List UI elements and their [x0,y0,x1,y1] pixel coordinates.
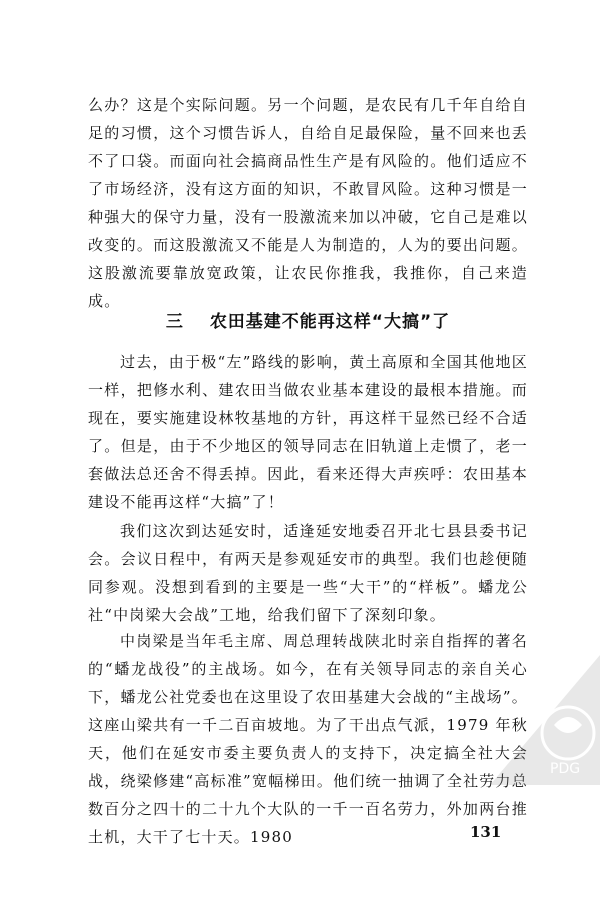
paragraph-2: 过去，由于极“左”路线的影响，黄土高原和全国其他地区一样，把修水利、建农田当做农业基本建设的最根本措施。而现在，要实施建设林牧基地的方针，再这样干显然已经不合适了。但是，由于不少地区的领导同志在旧轨道上走惯了，老一套做法总还舍不得丢掉。因此，看来还得大声疾呼：农田基本建设不能再这样“大搞”了！ [88,353,528,511]
page-number: 131 [470,823,502,841]
section-title: 农田基建不能再这样“大搞”了 [209,312,451,332]
paragraph-continued: 么办？这是个实际问题。另一个问题，是农民有几千年自给自足的习惯，这个习惯告诉人，自给自足最保险，量不回来也丢不了口袋。而面向社会搞商品性生产是有风险的。他们适应不了市场经济，没有这方面的知识，不敢冒风险。这种习惯是一种强大的保守力量，没有一股激流来加以冲破，它自己是难以改变的。而这股激流又不能是人为制造的，人为的要出问题。这股激流要靠放宽政策，让农民你推我，我推你，自己来造成。 [88,96,528,310]
watermark-text: PDG [550,761,581,777]
paragraph-4: 中岗梁是当年毛主席、周总理转战陕北时亲自指挥的著名的“蟠龙战役”的主战场。如今，在有关领导同志的亲自关心下，蟠龙公社党委也在这里设了农田基建大会战的“主战场”。这座山梁共有一千二百亩坡地。为了干出点气派，1979 年秋天，他们在延安市委主要负责人的支持下，决定搞全社大会战，绕梁修建“高标准”宽幅梯田。他们统一抽调了全社劳力总数百分之四十的二十九个大队的一千一百名劳力，外加两台推土机，大干了七十天。1980 [88,632,528,846]
section-number: 三 [165,312,184,332]
section-heading [88,307,528,332]
paragraph-3: 我们这次到达延安时，适逢延安地委召开北七县县委书记会。会议日程中，有两天是参观延安市的典型。我们也趁便随同参观。没想到看到的主要是一些“大干”的“样板”。蟠龙公社“中岗梁大会战”工地，给我们留下了深刻印象。 [88,522,528,624]
library-stamp-icon [480,655,600,785]
